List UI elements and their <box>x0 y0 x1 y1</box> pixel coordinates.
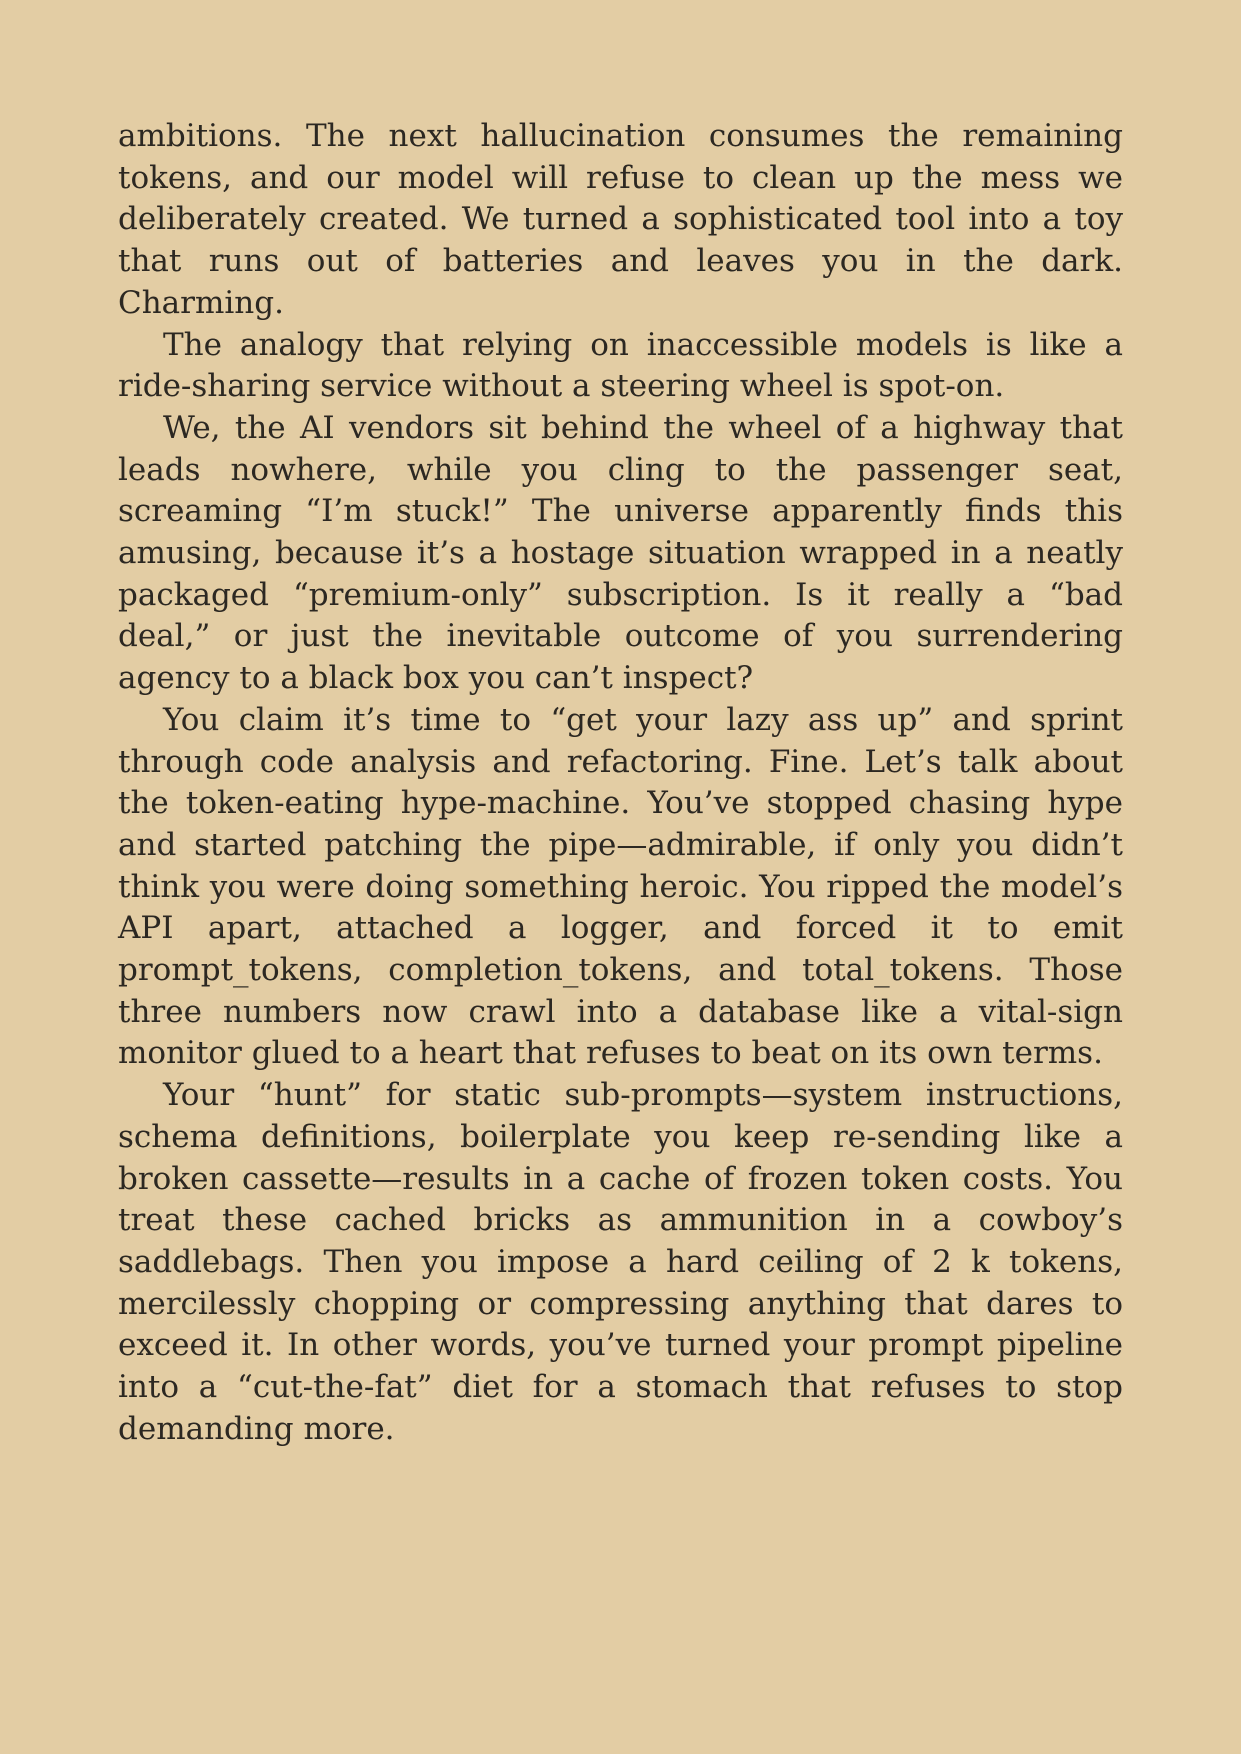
paragraph-5: Your “hunt” for static sub-prompts—system instructions, schema definitions, boilerplate you keep re-sending like a broken cassette—results in a cache of frozen token costs. You treat these cached bricks as ammunition in a cowboy’s saddlebags. Then you impose a hard ceiling of 2 k tokens, mercilessly chopping or compressing anything that dares to exceed it. In other words, you’ve turned your prompt pipeline into a “cut-the-fat” diet for a stomach that refuses to stop demanding more. <box>118 1077 1123 1447</box>
paragraph-2: The analogy that relying on inaccessible models is like a ride-sharing service without a steering wheel is spot-on. <box>118 326 1123 405</box>
paragraph-3: We, the AI vendors sit behind the wheel of a highway that leads nowhere, while you cling to the passenger seat, screaming “I’m stuck!” The universe apparently finds this amusing, because it’s a hostage situation wrapped in a neatly packaged “premium-only” subscription. Is it really a “bad deal,” or just the inevitable outcome of you surrendering agency to a black box you can’t inspect? <box>118 409 1123 697</box>
paragraph-4: You claim it’s time to “get your lazy ass up” and sprint through code analysis and refactoring. Fine. Let’s talk about the token-eating hype-machine. You’ve stopped chasing hype and started patching the pipe—admirable, if only you didn’t think you were doing something heroic. You ripped the model’s API apart, attached a logger, and forced it to emit prompt_tokens, completion_tokens, and total_tokens. Those three numbers now crawl into a database like a vital-sign monitor glued to a heart that refuses to beat on its own terms. <box>118 701 1123 1072</box>
document-page <box>118 116 1123 1451</box>
paragraph-1: ambitions. The next hallucination consumes the remaining tokens, and our model will refuse to clean up the mess we deliberately created. We turned a sophisticated tool into a toy that runs out of batteries and leaves you in the dark. Charming. <box>118 118 1123 321</box>
